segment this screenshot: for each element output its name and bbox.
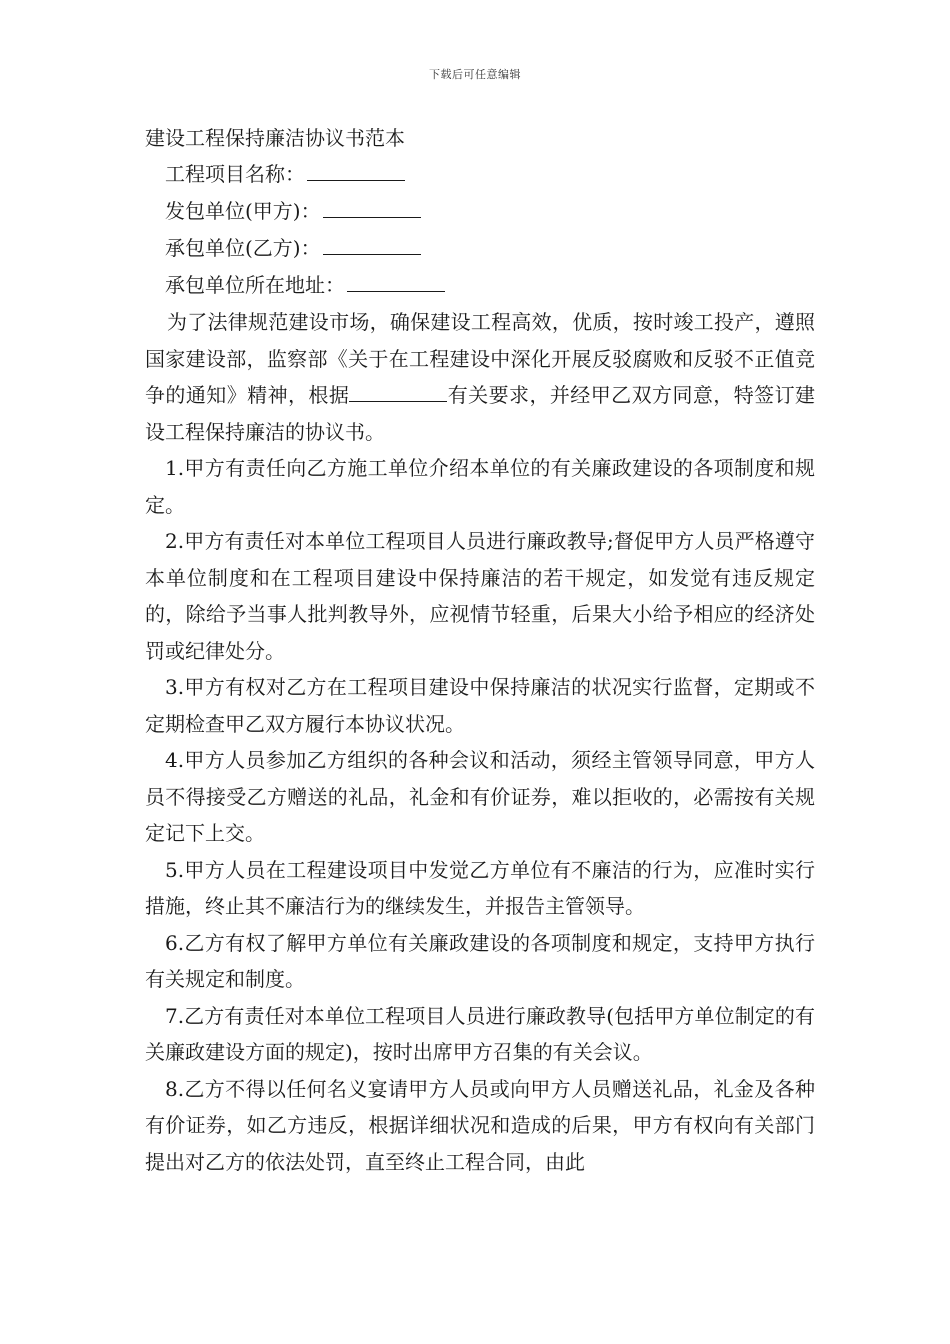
field-contractor [145, 230, 815, 267]
clause-7: 7.乙方有责任对本单位工程项目人员进行廉政教导(包括甲方单位制定的有关廉政建设方面的规定)，按时出席甲方召集的有关会议。 [145, 1003, 815, 1064]
clause-5: 5.甲方人员在工程建设项目中发觉乙方单位有不廉洁的行为，应准时实行措施，终止其不廉洁行为的继续发生，并报告主管领导。 [145, 857, 815, 918]
clause-2: 2.甲方有责任对本单位工程项目人员进行廉政教导;督促甲方人员严格遵守本单位制度和在工程项目建设中保持廉洁的若干规定，如发觉有违反规定的，除给予当事人批判教导外，应视情节轻重，后果大小给予相应的经济处罚或纪律处分。 [145, 529, 815, 663]
field-label: 承包单位(乙方)： [165, 236, 321, 260]
clause-4: 4.甲方人员参加乙方组织的各种会议和活动，须经主管领导同意，甲方人员不得接受乙方赠送的礼品，礼金和有价证券，难以拒收的，必需按有关规定记下上交。 [145, 748, 815, 845]
fill-in-blank [347, 269, 445, 292]
fill-in-blank [349, 381, 447, 402]
intro-text-part1: 为了法律规范建设市场，确保建设工程高效，优质，按时竣工投产，遵照国家建设部，监察部《关于在工程建设中深化开展反驳腐败和反驳不正值竞争的通知》精神，根据 [145, 310, 815, 407]
field-label: 承包单位所在地址： [165, 273, 345, 297]
page-header-note: 下载后可任意编辑 [429, 68, 521, 81]
field-employer [145, 193, 815, 230]
clause-6: 6.乙方有权了解甲方单位有关廉政建设的各项制度和规定，支持甲方执行有关规定和制度。 [145, 930, 815, 991]
fill-in-blank [323, 195, 421, 218]
clause-1: 1.甲方有责任向乙方施工单位介绍本单位的有关廉政建设的各项制度和规定。 [145, 456, 815, 517]
clause-3: 3.甲方有权对乙方在工程项目建设中保持廉洁的状况实行监督，定期或不定期检查甲乙双方履行本协议状况。 [145, 675, 815, 736]
clause-8: 8.乙方不得以任何名义宴请甲方人员或向甲方人员赠送礼品，礼金及各种有价证券，如乙方违反，根据详细状况和造成的后果，甲方有权向有关部门提出对乙方的依法处罚，直至终止工程合同，由此 [145, 1076, 815, 1174]
intro-paragraph [145, 304, 815, 450]
field-label: 工程项目名称： [165, 162, 305, 186]
intro-text-part2: 有关要求，并经甲乙双方同意，特签订建设工程保持廉洁的协议书。 [145, 383, 816, 444]
fill-in-blank [323, 232, 421, 255]
document-body [145, 120, 815, 1180]
field-label: 发包单位(甲方)： [165, 199, 321, 223]
field-contractor-address [145, 267, 815, 304]
fill-in-blank [307, 158, 405, 181]
document-title: 建设工程保持廉洁协议书范本 [145, 126, 405, 150]
field-project-name [145, 156, 815, 193]
